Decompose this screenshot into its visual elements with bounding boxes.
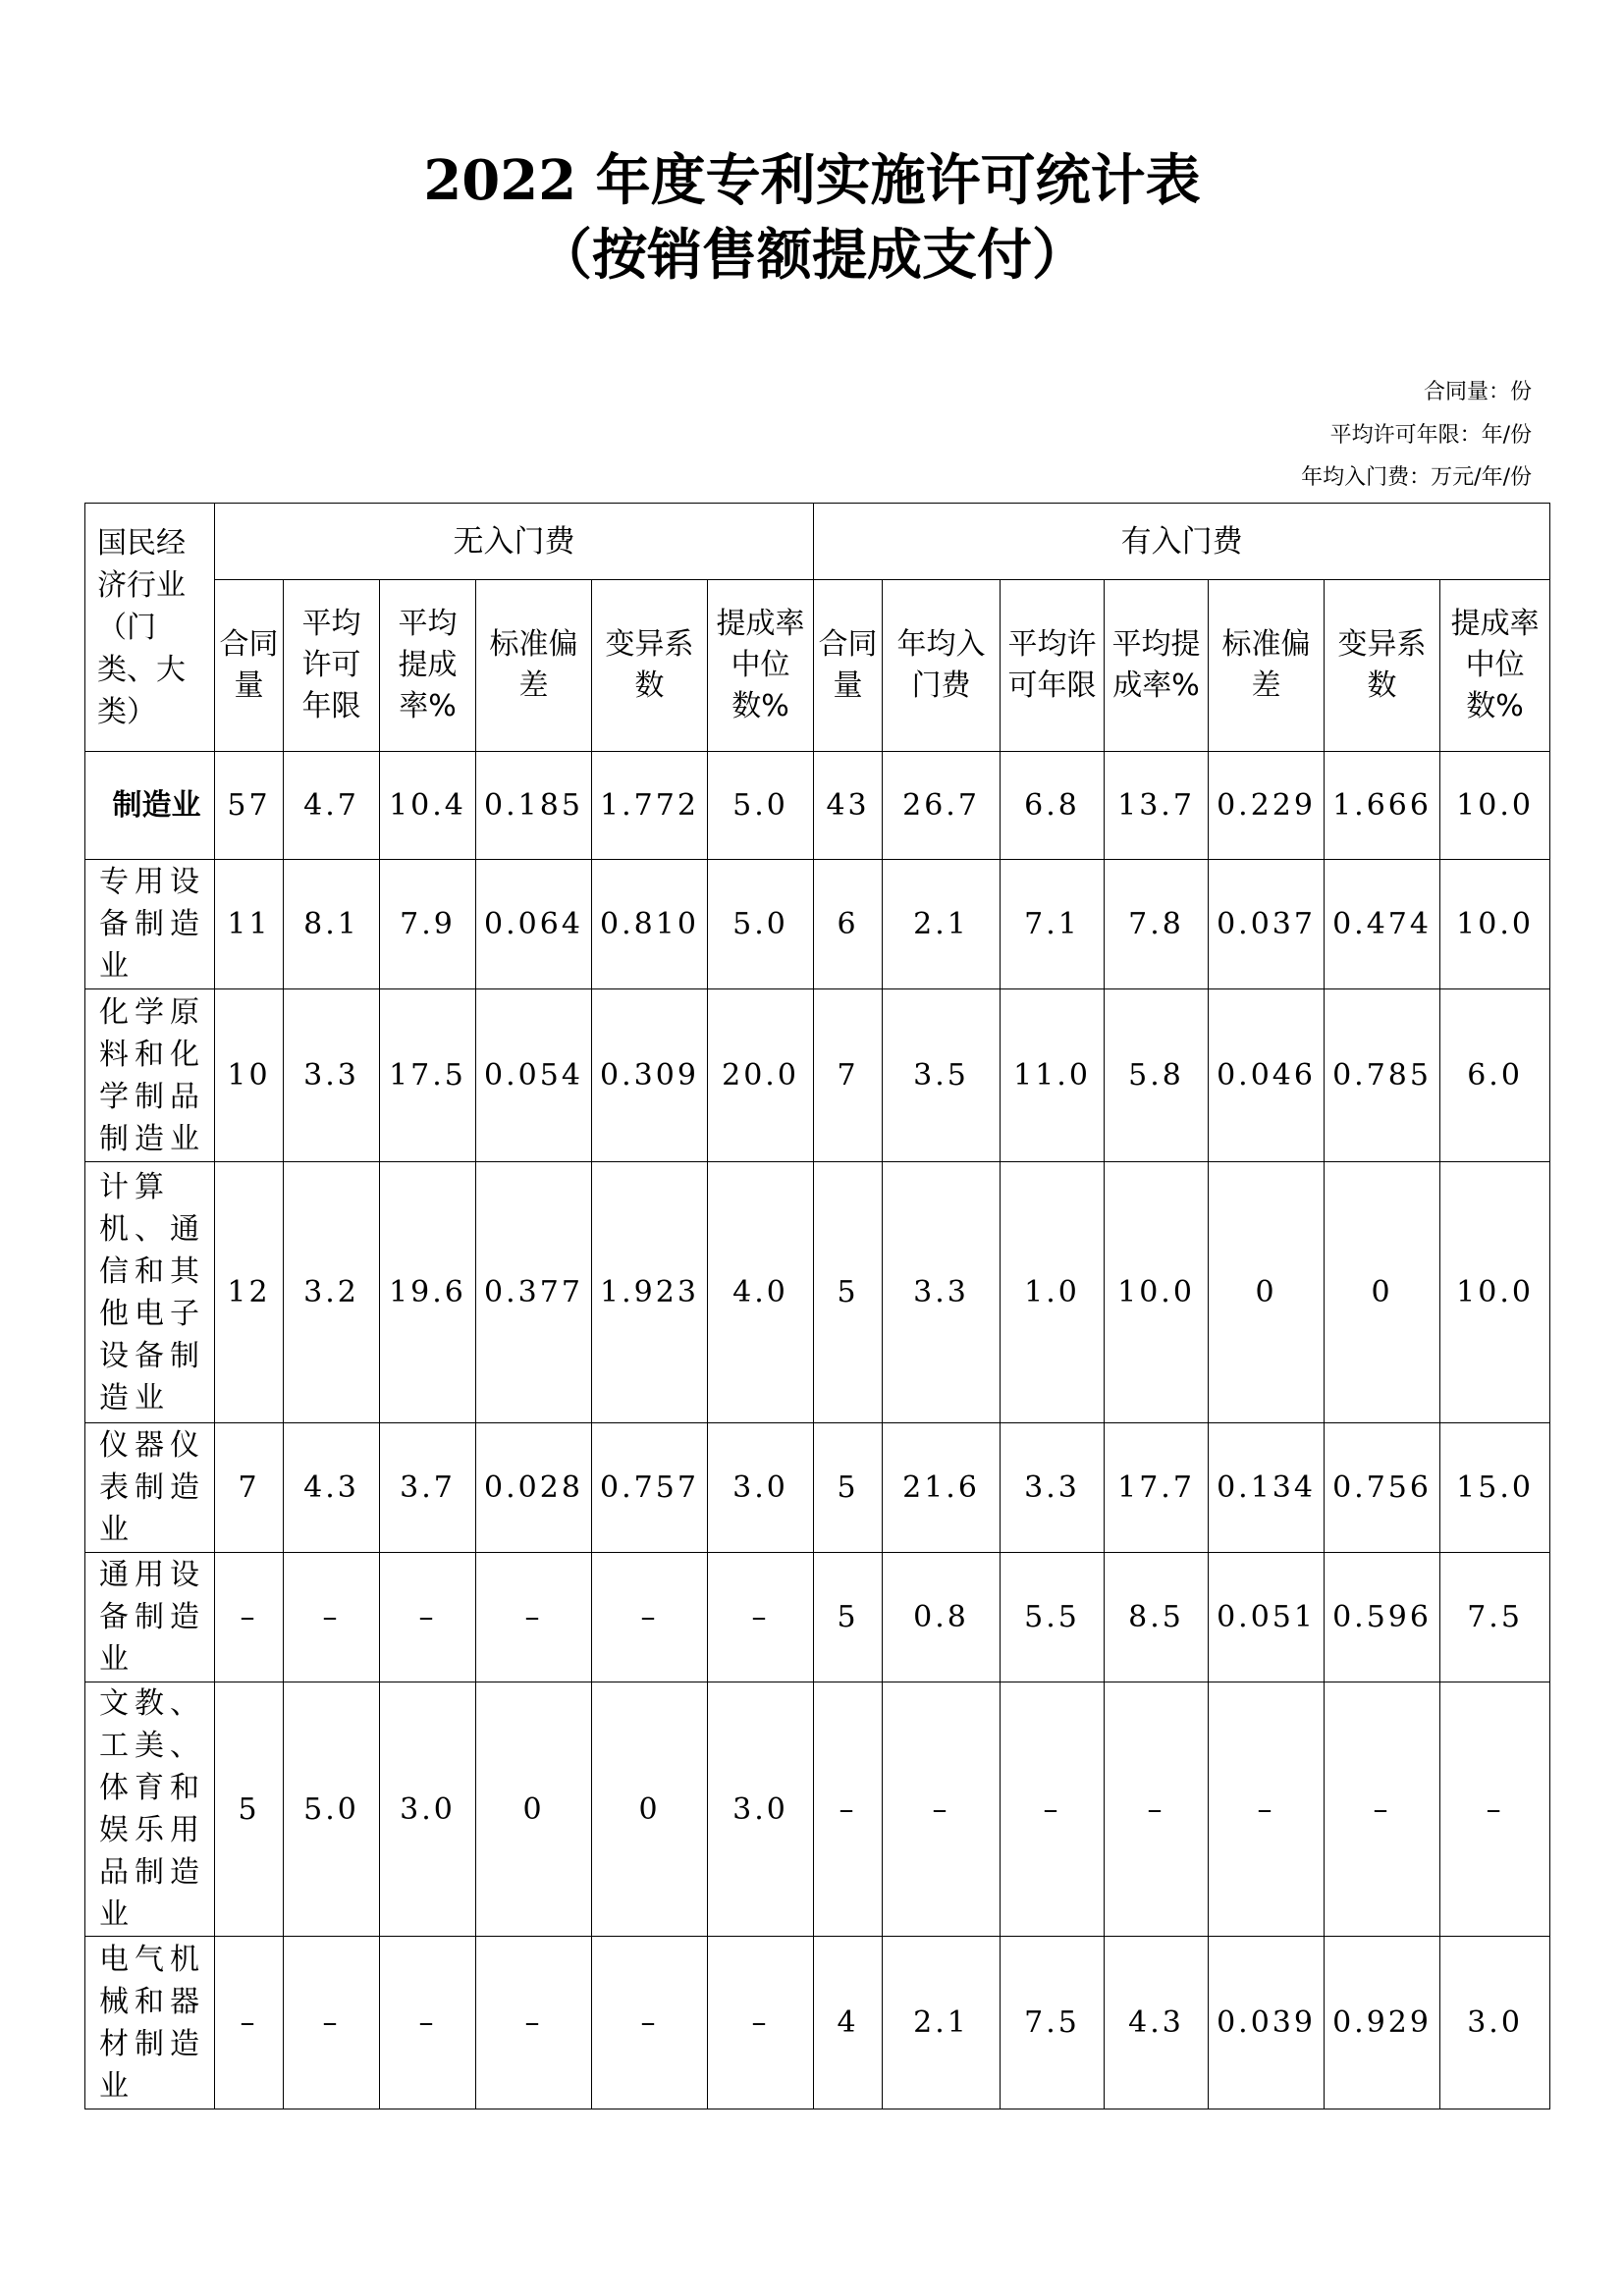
value-cell: 3.0	[380, 1682, 476, 1937]
value-cell: 7.5	[1001, 1937, 1105, 2109]
value-cell: 10.4	[380, 752, 476, 860]
value-cell: –	[1440, 1682, 1550, 1937]
value-cell: 0.185	[476, 752, 592, 860]
value-cell: 3.5	[883, 989, 1001, 1162]
industry-cell: 专用设备制造业	[85, 860, 215, 989]
value-cell: 7	[814, 989, 883, 1162]
industry-cell: 仪器仪表制造业	[85, 1423, 215, 1553]
table-row	[85, 1682, 1550, 1937]
value-cell: 26.7	[883, 752, 1001, 860]
value-cell: –	[284, 1553, 380, 1682]
industry-header: 国民经济行业（门类、大类）	[85, 504, 215, 752]
value-cell: 15.0	[1440, 1423, 1550, 1553]
table-row	[85, 860, 1550, 989]
value-cell: 2.1	[883, 1937, 1001, 2109]
col-header: 变异系数	[592, 580, 708, 752]
value-cell: –	[1209, 1682, 1325, 1937]
value-cell: 0.377	[476, 1162, 592, 1423]
group-header-with-fee: 有入门费	[814, 504, 1550, 580]
value-cell: 7.9	[380, 860, 476, 989]
col-header: 标准偏差	[476, 580, 592, 752]
table-row	[85, 752, 1550, 860]
table-row	[85, 1162, 1550, 1423]
value-cell: 1.772	[592, 752, 708, 860]
value-cell: 7	[215, 1423, 284, 1553]
table-row	[85, 1423, 1550, 1553]
value-cell: –	[814, 1682, 883, 1937]
value-cell: 0.051	[1209, 1553, 1325, 1682]
value-cell: 4.3	[284, 1423, 380, 1553]
value-cell: 13.7	[1105, 752, 1209, 860]
value-cell: 3.0	[708, 1682, 814, 1937]
value-cell: 0.229	[1209, 752, 1325, 860]
value-cell: 5	[814, 1162, 883, 1423]
value-cell: 0.8	[883, 1553, 1001, 1682]
value-cell: 4.3	[1105, 1937, 1209, 2109]
value-cell: 4	[814, 1937, 883, 2109]
unit-note-license-years: 平均许可年限：年/份	[1329, 423, 1532, 448]
value-cell: –	[476, 1937, 592, 2109]
value-cell: –	[1105, 1682, 1209, 1937]
value-cell: 0.474	[1325, 860, 1440, 989]
stats-table	[84, 503, 1550, 2109]
page-title: 2022 年度专利实施许可统计表	[423, 148, 1201, 213]
value-cell: 0	[1325, 1162, 1440, 1423]
value-cell: 0.046	[1209, 989, 1325, 1162]
value-cell: 21.6	[883, 1423, 1001, 1553]
value-cell: 3.7	[380, 1423, 476, 1553]
group-header-no-fee: 无入门费	[215, 504, 814, 580]
value-cell: –	[592, 1553, 708, 1682]
value-cell: 57	[215, 752, 284, 860]
value-cell: 7.8	[1105, 860, 1209, 989]
value-cell: 5	[215, 1682, 284, 1937]
value-cell: –	[592, 1937, 708, 2109]
value-cell: 5.8	[1105, 989, 1209, 1162]
col-header: 标准偏差	[1209, 580, 1325, 752]
value-cell: 1.0	[1001, 1162, 1105, 1423]
value-cell: 5	[814, 1423, 883, 1553]
value-cell: 6.8	[1001, 752, 1105, 860]
value-cell: 2.1	[883, 860, 1001, 989]
value-cell: –	[883, 1682, 1001, 1937]
value-cell: 0.929	[1325, 1937, 1440, 2109]
value-cell: 0.757	[592, 1423, 708, 1553]
table-row	[85, 1937, 1550, 2109]
value-cell: –	[476, 1553, 592, 1682]
value-cell: 5.0	[284, 1682, 380, 1937]
table-row	[85, 1553, 1550, 1682]
value-cell: 17.5	[380, 989, 476, 1162]
value-cell: 8.1	[284, 860, 380, 989]
value-cell: 10.0	[1440, 752, 1550, 860]
industry-cell: 制造业	[85, 752, 215, 860]
value-cell: 0.039	[1209, 1937, 1325, 2109]
value-cell: 0	[592, 1682, 708, 1937]
value-cell: 0.037	[1209, 860, 1325, 989]
value-cell: 10.0	[1105, 1162, 1209, 1423]
value-cell: 3.0	[1440, 1937, 1550, 2109]
value-cell: –	[1325, 1682, 1440, 1937]
value-cell: 3.0	[708, 1423, 814, 1553]
table-row	[85, 989, 1550, 1162]
value-cell: 0.309	[592, 989, 708, 1162]
value-cell: 0.785	[1325, 989, 1440, 1162]
value-cell: –	[380, 1553, 476, 1682]
value-cell: 3.2	[284, 1162, 380, 1423]
value-cell: –	[708, 1937, 814, 2109]
value-cell: 0.810	[592, 860, 708, 989]
value-cell: 1.666	[1325, 752, 1440, 860]
col-header: 平均提成率%	[380, 580, 476, 752]
value-cell: 20.0	[708, 989, 814, 1162]
value-cell: 10	[215, 989, 284, 1162]
value-cell: 11.0	[1001, 989, 1105, 1162]
col-header: 年均入门费	[883, 580, 1001, 752]
value-cell: 0.028	[476, 1423, 592, 1553]
industry-cell: 文教、工美、体育和娱乐用品制造业	[85, 1682, 215, 1937]
value-cell: 5.0	[708, 752, 814, 860]
value-cell: 0.756	[1325, 1423, 1440, 1553]
value-cell: 0.134	[1209, 1423, 1325, 1553]
value-cell: 1.923	[592, 1162, 708, 1423]
unit-note-contracts: 合同量：份	[1423, 380, 1532, 404]
value-cell: 0.064	[476, 860, 592, 989]
value-cell: 0.054	[476, 989, 592, 1162]
industry-cell: 化学原料和化学制品制造业	[85, 989, 215, 1162]
value-cell: 17.7	[1105, 1423, 1209, 1553]
value-cell: 10.0	[1440, 860, 1550, 989]
value-cell: 10.0	[1440, 1162, 1550, 1423]
value-cell: 5.0	[708, 860, 814, 989]
industry-cell: 计算机、通信和其他电子设备制造业	[85, 1162, 215, 1423]
value-cell: 19.6	[380, 1162, 476, 1423]
value-cell: 4.0	[708, 1162, 814, 1423]
value-cell: 0.596	[1325, 1553, 1440, 1682]
col-header: 平均许可年限	[1001, 580, 1105, 752]
col-header: 合同量	[814, 580, 883, 752]
value-cell: 3.3	[883, 1162, 1001, 1423]
col-header: 提成率中位数%	[1440, 580, 1550, 752]
unit-note-entry-fee: 年均入门费：万元/年/份	[1301, 465, 1532, 490]
value-cell: 5	[814, 1553, 883, 1682]
value-cell: 0	[1209, 1162, 1325, 1423]
col-header: 提成率中位数%	[708, 580, 814, 752]
col-header: 平均许可年限	[284, 580, 380, 752]
value-cell: –	[215, 1553, 284, 1682]
page-subtitle: （按销售额提成支付）	[537, 223, 1087, 288]
value-cell: 5.5	[1001, 1553, 1105, 1682]
value-cell: 6.0	[1440, 989, 1550, 1162]
value-cell: –	[215, 1937, 284, 2109]
industry-cell: 通用设备制造业	[85, 1553, 215, 1682]
col-header: 合同量	[215, 580, 284, 752]
industry-cell: 电气机械和器材制造业	[85, 1937, 215, 2109]
value-cell: –	[380, 1937, 476, 2109]
value-cell: 0	[476, 1682, 592, 1937]
value-cell: 7.5	[1440, 1553, 1550, 1682]
value-cell: –	[284, 1937, 380, 2109]
value-cell: 11	[215, 860, 284, 989]
value-cell: –	[1001, 1682, 1105, 1937]
value-cell: 43	[814, 752, 883, 860]
value-cell: 3.3	[284, 989, 380, 1162]
value-cell: 3.3	[1001, 1423, 1105, 1553]
value-cell: 4.7	[284, 752, 380, 860]
value-cell: 8.5	[1105, 1553, 1209, 1682]
value-cell: –	[708, 1553, 814, 1682]
col-header: 平均提成率%	[1105, 580, 1209, 752]
value-cell: 12	[215, 1162, 284, 1423]
value-cell: 7.1	[1001, 860, 1105, 989]
col-header: 变异系数	[1325, 580, 1440, 752]
value-cell: 6	[814, 860, 883, 989]
